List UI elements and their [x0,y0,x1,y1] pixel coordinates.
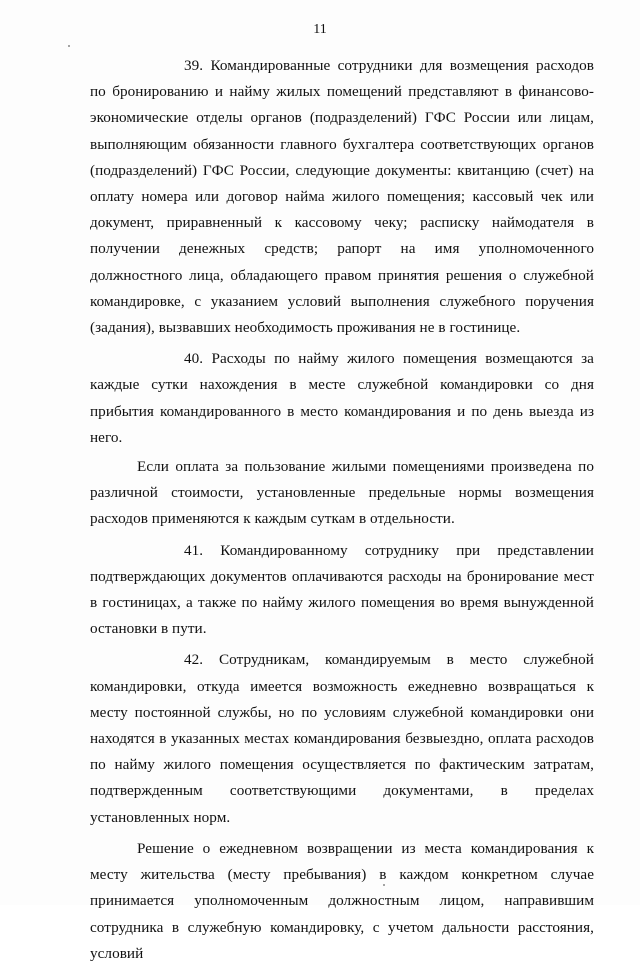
paragraph-number: 39. [184,57,204,74]
paragraph-number: 41. [184,541,204,559]
paragraph-number: 40. [184,350,204,368]
paragraph-text: Если оплата за пользование жилыми помещениями произведена по различной стоимости, установленные предельные нормы возмещения расходов применяются к каждым суткам в отдельности. [90,458,594,528]
paragraph-40-continuation [90,454,594,533]
paragraph-text: Командированные сотрудники для возмещения расходов по бронированию и найму жилых помещений представляют в финансово-экономические отделы органов (подразделений) ГФС России или лицам, выполняющим обязанности главного бухгалтера соответствующих органов (подразделений) ГФС России, следующие документы: квитанцию (счет) на оплату номера или договор найма жилого помещения; кассовый чек или документ, приравненный к кассовому чеку; расписку наймодателя в получении денежных средств; рапорт на имя уполномоченного должностного лица, обладающего правом принятия решения о служебной командировке, с указанием условий выполнения служебного поручения (задания), вызвавших необходимость проживания не в гостинице. [90,57,594,337]
paragraph-text: Командированному сотруднику при представлении подтверждающих документов оплачиваются расходы на бронирование мест в гостиницах, а также по найму жилого помещения во время вынужденной остановки в пути. [90,541,594,638]
paragraph-number: 42. [184,651,204,669]
document-body [90,53,594,967]
paragraph-42-continuation [90,836,594,967]
scan-speck [68,45,70,47]
paragraph-text: Расходы по найму жилого помещения возмещаются за каждые сутки нахождения в месте служебной командировки со дня прибытия командированного в место командирования и по день выезда из него. [90,350,594,446]
paragraph-text: Сотрудникам, командируемым в место служебной командировки, откуда имеется возможность ежедневно возвращаться к месту постоянной службы, но по условиям служебной командировки они находятся в указанных местах командирования безвыездно, оплата расходов по найму жилого помещения осуществляется по фактическим затратам, подтвержденным соответствующими документами, в пределах установленных норм. [90,651,594,826]
paragraph-41 [90,538,594,643]
page-number: 11 [313,22,327,37]
paragraph-39 [90,53,594,341]
paragraph-40 [90,346,594,451]
paragraph-42 [90,647,594,830]
paragraph-text: Решение о ежедневном возвращении из места командирования к месту жительства (месту пребывания) в каждом конкретном случае принимается уполномоченным должностным лицом, направившим сотрудника в служебную командировку, с учетом дальности расстояния, условий [90,839,594,962]
